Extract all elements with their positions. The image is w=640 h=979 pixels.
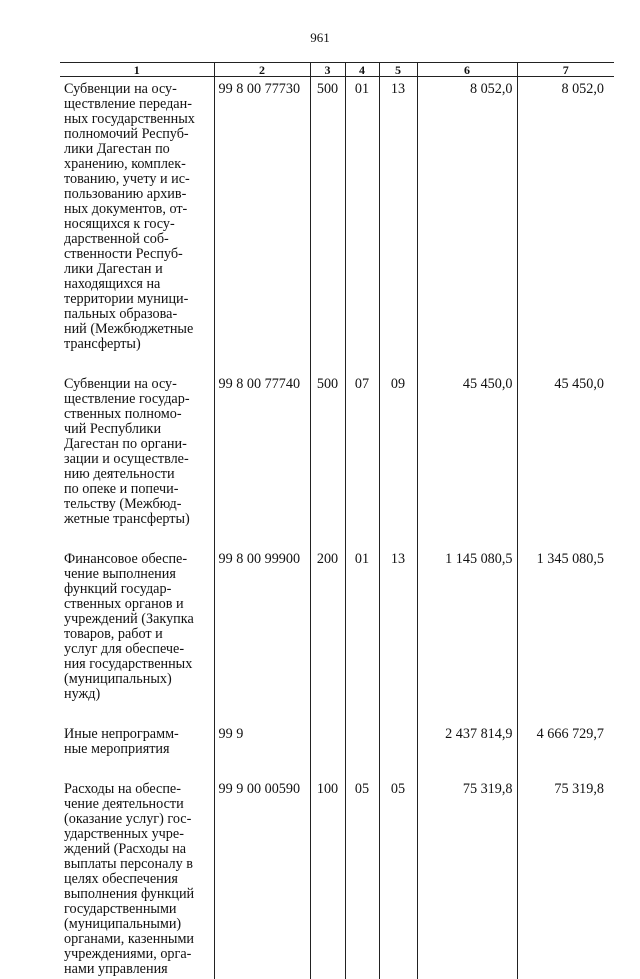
budget-code: 99 8 00 99900	[214, 547, 310, 722]
column-header: 2	[214, 63, 310, 77]
amount-col7: 45 450,0	[517, 372, 614, 547]
column-header: 7	[517, 63, 614, 77]
subsection-code	[379, 722, 417, 777]
subsection-code: 09	[379, 372, 417, 547]
table-row	[60, 547, 614, 722]
expense-type-code: 100	[310, 777, 345, 979]
expense-type-code: 500	[310, 372, 345, 547]
budget-code: 99 8 00 77740	[214, 372, 310, 547]
expense-type-code: 500	[310, 77, 345, 373]
budget-table	[60, 62, 614, 979]
section-code: 01	[345, 77, 379, 373]
section-code: 07	[345, 372, 379, 547]
amount-col6: 2 437 814,9	[417, 722, 517, 777]
amount-col7: 75 319,8	[517, 777, 614, 979]
budget-code: 99 9 00 00590	[214, 777, 310, 979]
column-header: 3	[310, 63, 345, 77]
expense-name: Субвенции на осу- ществление передан- ных государственных полномочий Респуб- лики Дагестан по хранению, комплек- тованию, учету и ис- пользованию архив- ных документов, от- носящихся к госу- дарственной соб- ственности Респуб- лики Дагестан и находящихся на территории муници- пальных образова- ний (Межбюджетные трансферты)	[64, 81, 195, 352]
table-row	[60, 777, 614, 979]
table-row	[60, 372, 614, 547]
column-header: 4	[345, 63, 379, 77]
budget-code: 99 8 00 77730	[214, 77, 310, 373]
table-row	[60, 77, 614, 373]
expense-name: Расходы на обеспе- чение деятельности (оказание услуг) гос- ударственных учре- ждений (Расходы на выплаты персоналу в целях обеспечения выполнения функций государственными (муниципальными) органами, казенными учреждениями, орга- нами управления	[64, 781, 195, 977]
expense-name: Субвенции на осу- ществление государ- ственных полномо- чий Республики Дагестан по органи- зации и осуществле- нию деятельности по опеке и попечи- тельству (Межбюд- жетные трансферты)	[64, 376, 190, 527]
amount-col7: 4 666 729,7	[517, 722, 614, 777]
expense-name: Финансовое обеспе- чение выполнения функций государ- ственных органов и учреждений (Закупка товаров, работ и услуг для обеспече- ния государственных (муниципальных) нужд)	[64, 551, 194, 702]
section-code	[345, 722, 379, 777]
expense-type-code: 200	[310, 547, 345, 722]
subsection-code: 05	[379, 777, 417, 979]
section-code: 05	[345, 777, 379, 979]
column-header: 5	[379, 63, 417, 77]
amount-col6: 1 145 080,5	[417, 547, 517, 722]
expense-name: Иные непрограмм- ные мероприятия	[64, 726, 179, 757]
table-header-row	[60, 63, 614, 77]
table-row	[60, 722, 614, 777]
page-number: 961	[310, 30, 330, 45]
amount-col6: 45 450,0	[417, 372, 517, 547]
amount-col7: 1 345 080,5	[517, 547, 614, 722]
column-header: 6	[417, 63, 517, 77]
budget-code: 99 9	[214, 722, 310, 777]
amount-col7: 8 052,0	[517, 77, 614, 373]
subsection-code: 13	[379, 547, 417, 722]
expense-type-code	[310, 722, 345, 777]
amount-col6: 8 052,0	[417, 77, 517, 373]
subsection-code: 13	[379, 77, 417, 373]
column-header: 1	[60, 63, 214, 77]
amount-col6: 75 319,8	[417, 777, 517, 979]
section-code: 01	[345, 547, 379, 722]
